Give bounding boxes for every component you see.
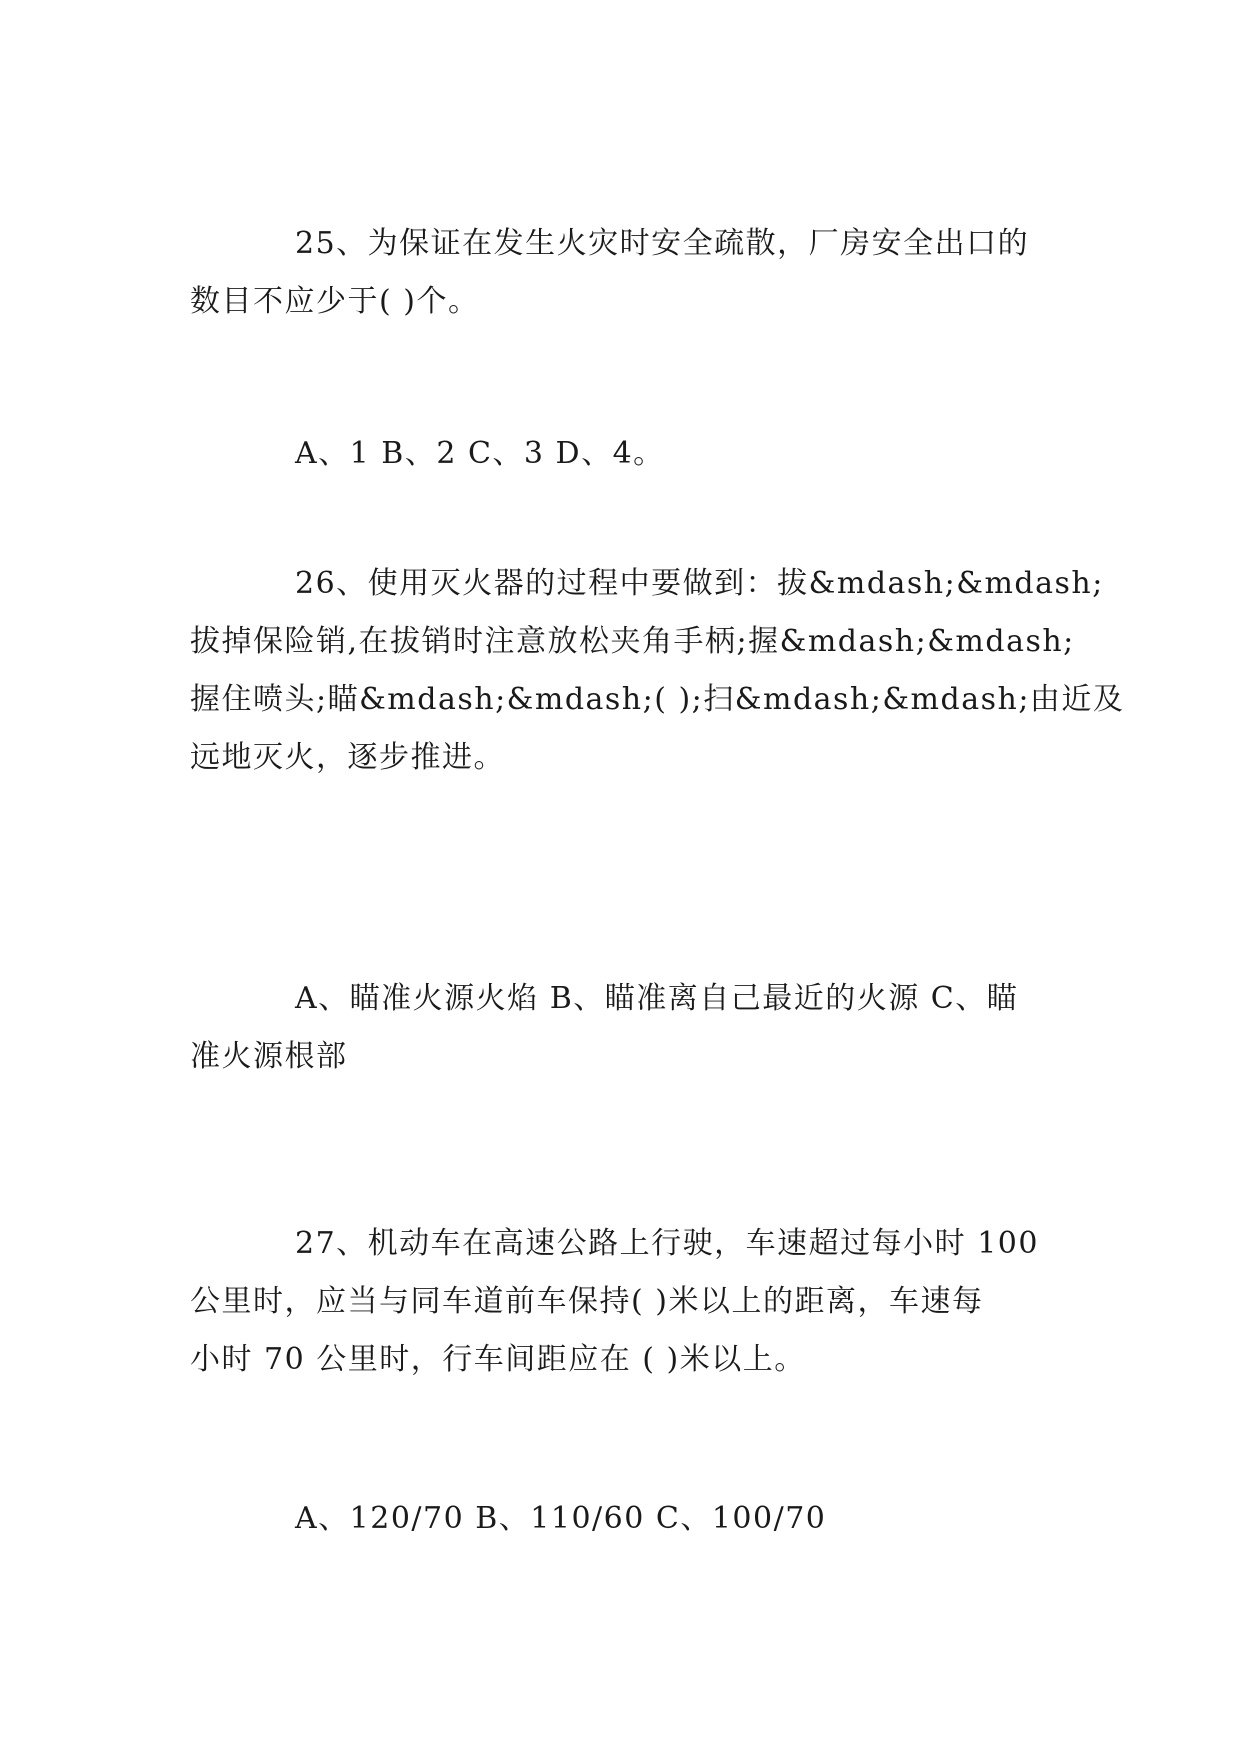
question-26-line-4: 远地灭火，逐步推进。 — [190, 740, 505, 775]
question-27-line-2: 公里时，应当与同车道前车保持( )米以上的距离，车速每 — [190, 1284, 984, 1319]
question-26-options — [190, 970, 1050, 1086]
question-26-line-3: 握住喷头;瞄&mdash;&mdash;( );扫&mdash;&mdash;由近及 — [190, 682, 1125, 717]
question-27 — [190, 1215, 1050, 1389]
question-26-options-line-1: A、瞄准火源火焰 B、瞄准离自己最近的火源 C、瞄 — [295, 981, 1019, 1016]
question-27-options — [190, 1490, 1050, 1548]
question-25-line-2: 数目不应少于( )个。 — [190, 284, 480, 319]
question-25 — [190, 215, 1050, 331]
question-27-line-3: 小时 70 公里时，行车间距应在 ( )米以上。 — [190, 1342, 806, 1377]
question-27-line-1: 27、机动车在高速公路上行驶，车速超过每小时 100 — [295, 1226, 1039, 1261]
question-25-options-line-1: A、1 B、2 C、3 D、4。 — [295, 436, 665, 471]
question-25-line-1: 25、为保证在发生火灾时安全疏散，厂房安全出口的 — [295, 226, 1030, 261]
question-26-line-1: 26、使用灭火器的过程中要做到：拔&mdash;&mdash; — [295, 566, 1104, 601]
question-26-options-line-2: 准火源根部 — [190, 1039, 348, 1074]
question-27-options-line-1: A、120/70 B、110/60 C、100/70 — [295, 1501, 827, 1536]
question-25-options — [190, 425, 1050, 483]
question-26-line-2: 拔掉保险销,在拔销时注意放松夹角手柄;握&mdash;&mdash; — [190, 624, 1075, 659]
question-26 — [190, 555, 1125, 787]
